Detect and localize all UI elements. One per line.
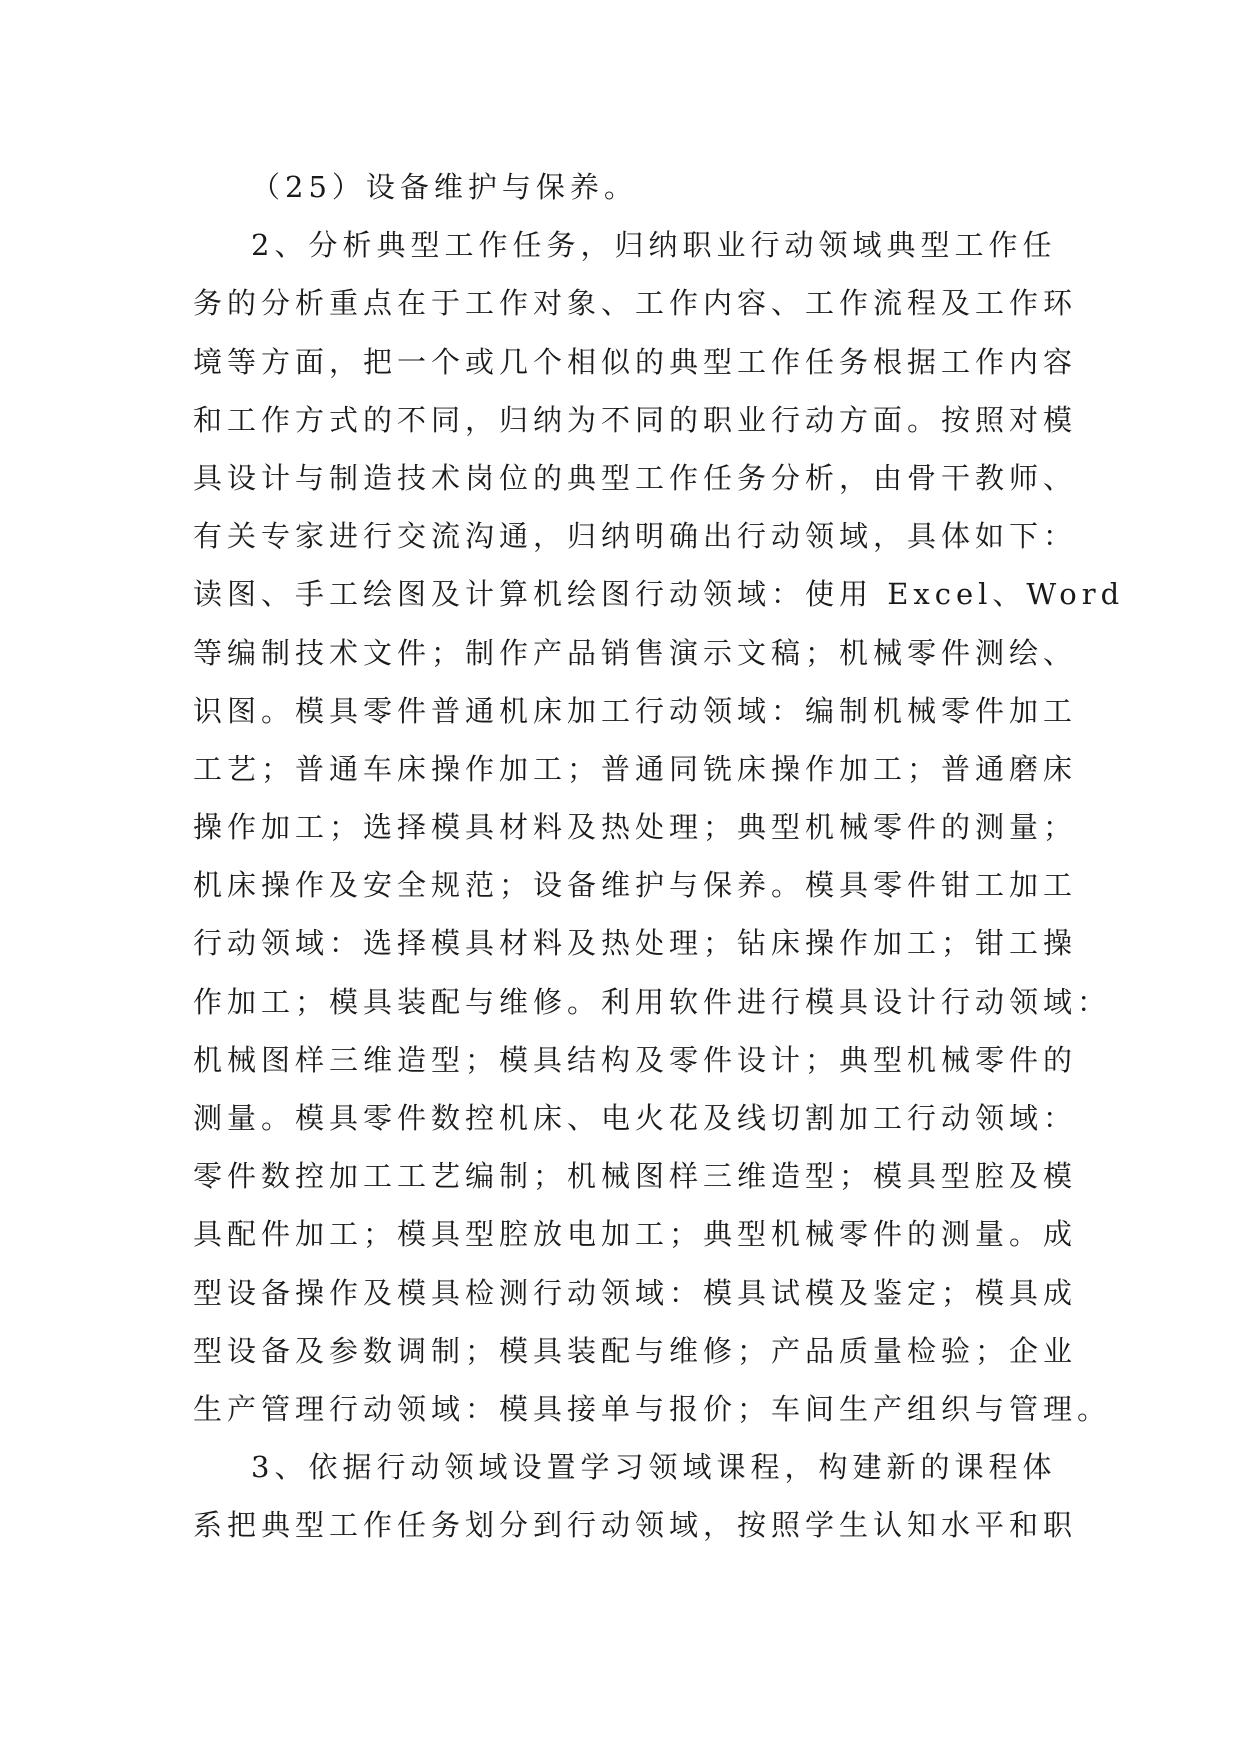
body-text — [193, 158, 1125, 1555]
text-line: （25）设备维护与保养。 — [251, 170, 638, 204]
text-line: 具设计与制造技术岗位的典型工作任务分析，由骨干教师、 — [193, 460, 1078, 495]
text-line: 作加工；模具装配与维修。利用软件进行模具设计行动领域： — [193, 984, 1112, 1019]
text-line: 系把典型工作任务划分到行动领域，按照学生认知水平和职 — [193, 1508, 1078, 1543]
text-line: 和工作方式的不同，归纳为不同的职业行动方面。按照对模 — [193, 402, 1078, 437]
text-line: 有关专家进行交流沟通，归纳明确出行动领域，具体如下： — [193, 519, 1078, 554]
text-line: 行动领域：选择模具材料及热处理；钻床操作加工；钳工操 — [193, 926, 1078, 961]
text-line: 识图。模具零件普通机床加工行动领域：编制机械零件加工 — [193, 693, 1078, 728]
text-line: 等编制技术文件；制作产品销售演示文稿；机械零件测绘、 — [193, 635, 1078, 670]
text-line: 操作加工；选择模具材料及热处理；典型机械零件的测量； — [193, 810, 1078, 845]
text-line: 读图、手工绘图及计算机绘图行动领域：使用 Excel、Word — [193, 577, 1125, 612]
text-line: 境等方面，把一个或几个相似的典型工作任务根据工作内容 — [193, 344, 1078, 379]
text-line: 生产管理行动领域：模具接单与报价；车间生产组织与管理。 — [193, 1391, 1112, 1426]
text-line: 工艺；普通车床操作加工；普通同铣床操作加工；普通磨床 — [193, 751, 1078, 786]
text-line: 测量。模具零件数控机床、电火花及线切割加工行动领域： — [193, 1101, 1078, 1135]
text-line: 零件数控加工工艺编制；机械图样三维造型；模具型腔及模 — [193, 1159, 1078, 1194]
text-line: 2、分析典型工作任务，归纳职业行动领域典型工作任 — [251, 228, 1057, 263]
text-line: 型设备及参数调制；模具装配与维修；产品质量检验；企业 — [193, 1333, 1078, 1368]
text-line: 3、依据行动领域设置学习领域课程，构建新的课程体 — [251, 1450, 1057, 1485]
text-line: 机床操作及安全规范；设备维护与保养。模具零件钳工加工 — [193, 868, 1078, 903]
text-line: 型设备操作及模具检测行动领域：模具试模及鉴定；模具成 — [193, 1275, 1078, 1310]
text-line: 具配件加工；模具型腔放电加工；典型机械零件的测量。成 — [193, 1217, 1078, 1252]
text-line: 机械图样三维造型；模具结构及零件设计；典型机械零件的 — [193, 1042, 1078, 1077]
text-line: 务的分析重点在于工作对象、工作内容、工作流程及工作环 — [193, 286, 1078, 321]
